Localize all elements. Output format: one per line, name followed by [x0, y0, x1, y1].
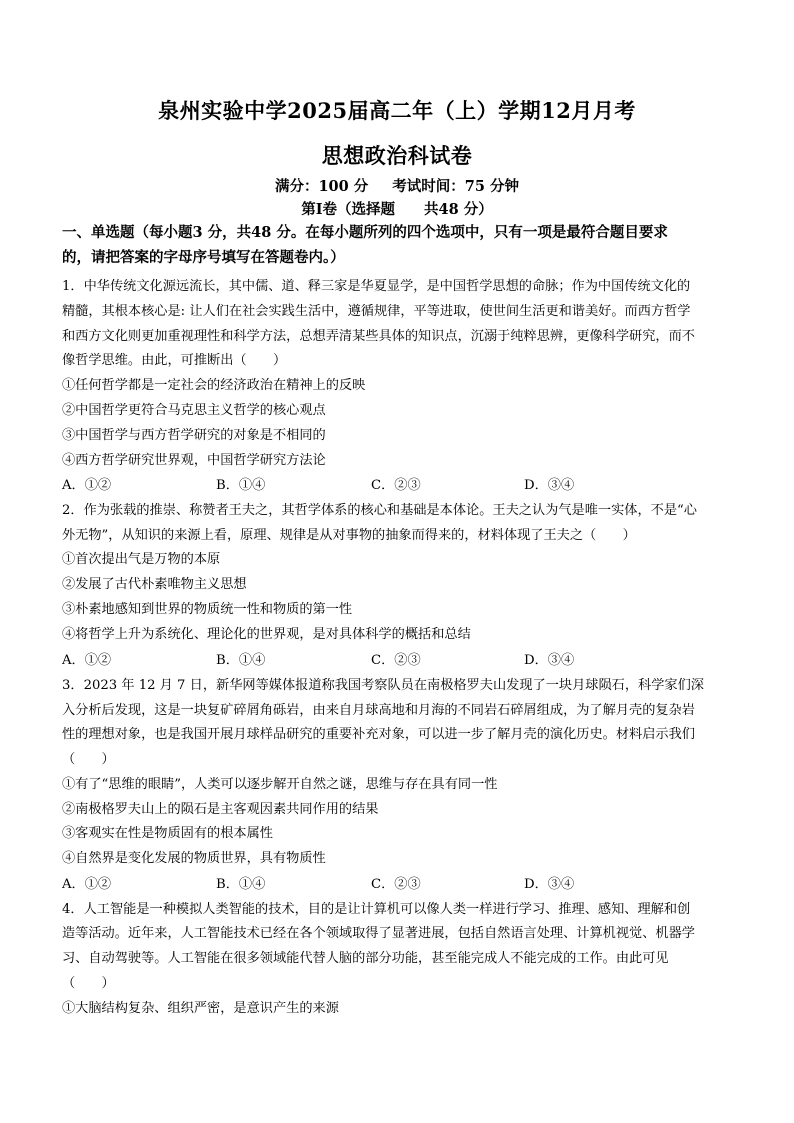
question-1-choices [62, 474, 734, 492]
choice-a: A．①② [62, 877, 112, 892]
choice-c: C．②③ [371, 877, 421, 892]
question-4-text: 习、自动驾驶等。人工智能在很多领域能代替人脑的部分功能，甚至能完成人不能完成的工作。由此可见 [62, 951, 669, 966]
question-2-option: ②发展了古代朴素唯物主义思想 [62, 577, 247, 592]
question-1-option: ②中国哲学更符合马克思主义哲学的核心观点 [62, 403, 326, 418]
question-4-text: （ ） [62, 976, 115, 991]
volume-heading: 第Ⅰ卷（选择题 共48 分） [301, 201, 493, 218]
question-1-option: ③中国哲学与西方哲学研究的对象是不相同的 [62, 428, 326, 443]
question-1-option: ④西方哲学研究世界观，中国哲学研究方法论 [62, 453, 326, 468]
choice-a: A．①② [62, 653, 112, 668]
exam-title: 泉州实验中学2025届高二年（上）学期12月月考 [158, 98, 636, 123]
question-2-option: ③朴素地感知到世界的物质统一性和物质的第一性 [62, 602, 353, 617]
question-1-text: 1．中华传统文化源远流长，其中儒、道、释三家是华夏显学，是中国哲学思想的命脉；作为中国传统文化的 [62, 279, 691, 294]
choice-a: A．①② [62, 478, 112, 493]
question-1-text: 和西方文化则更加重视理性和科学方法，总想弄清某些具体的知识点，沉溺于纯粹思辨，更像科学研究，而不 [62, 329, 695, 344]
question-2-choices [62, 649, 734, 667]
question-4-text: 造等活动。近年来，人工智能技术已经在各个领域取得了显著进展，包括自然语言处理、计算机视觉、机器学 [62, 926, 695, 941]
question-1-text: 精髓，其根本核心是: 让人们在社会实践生活中，遵循规律，平等进取，使世间生活更和谐美好。而西方哲学 [62, 304, 691, 319]
question-4-text: 4．人工智能是一种模拟人类智能的技术，目的是让计算机可以像人类一样进行学习、推理、感知、理解和创 [62, 902, 691, 917]
exam-subtitle: 思想政治科试卷 [321, 143, 473, 168]
question-2-option: ④将哲学上升为系统化、理论化的世界观，是对具体科学的概括和总结 [62, 627, 471, 642]
choice-d: D．③④ [524, 877, 575, 892]
choice-d: D．③④ [524, 653, 575, 668]
section-instruction: 一、单选题（每小题3 分，共48 分。在每小题所列的四个选项中，只有一项是最符合题目要求 [62, 224, 668, 241]
question-3-text: （ ） [62, 752, 115, 767]
question-2-option: ①首次提出气是万物的本原 [62, 552, 221, 567]
question-3-choices [62, 873, 734, 891]
choice-c: C．②③ [371, 653, 421, 668]
exam-time: 考试时间：75 分钟 [392, 178, 520, 195]
full-score: 满分：100 分 [274, 178, 369, 195]
choice-b: B．①④ [216, 653, 266, 668]
question-3-option: ②南极格罗夫山上的陨石是主客观因素共同作用的结果 [62, 802, 379, 817]
question-2-text: 2．作为张载的推崇、称赞者王夫之，其哲学体系的核心和基础是本体论。王夫之认为气是唯一实体，不是“心 [62, 503, 697, 518]
section-instruction: 的，请把答案的字母序号填写在答题卷内。） [62, 249, 345, 266]
question-3-option: ③客观实在性是物质固有的根本属性 [62, 826, 273, 841]
question-1-option: ①任何哲学都是一定社会的经济政治在精神上的反映 [62, 378, 366, 393]
question-3-text: 入分析后发现，这是一块复矿碎屑角砾岩，由来自月球高地和月海的不同岩石碎屑组成，为了解月壳的复杂岩 [62, 703, 695, 718]
choice-d: D．③④ [524, 478, 575, 493]
question-3-option: ④自然界是变化发展的物质世界，具有物质性 [62, 851, 326, 866]
choice-b: B．①④ [216, 478, 266, 493]
exam-meta [0, 175, 794, 196]
question-4-option: ①大脑结构复杂、组织严密，是意识产生的来源 [62, 1001, 339, 1016]
question-3-option: ①有了“思维的眼睛”，人类可以逐步解开自然之谜，思维与存在具有同一性 [62, 777, 498, 792]
question-3-text: 3．2023 年 12 月 7 日，新华网等媒体报道称我国考察队员在南极格罗夫山发现了一块月球陨石，科学家们深 [62, 678, 704, 693]
question-1-text: 像哲学思维。由此，可推断出（ ） [62, 353, 287, 368]
choice-c: C．②③ [371, 478, 421, 493]
question-2-text: 外无物”，从知识的来源上看，原理、规律是从对事物的抽象而得来的，材料体现了王夫之（ ） [62, 528, 636, 543]
question-3-text: 性的理想对象，也是我国开展月球样品研究的重要补充对象，可以进一步了解月壳的演化历史。材料启示我们 [62, 727, 695, 742]
choice-b: B．①④ [216, 877, 266, 892]
